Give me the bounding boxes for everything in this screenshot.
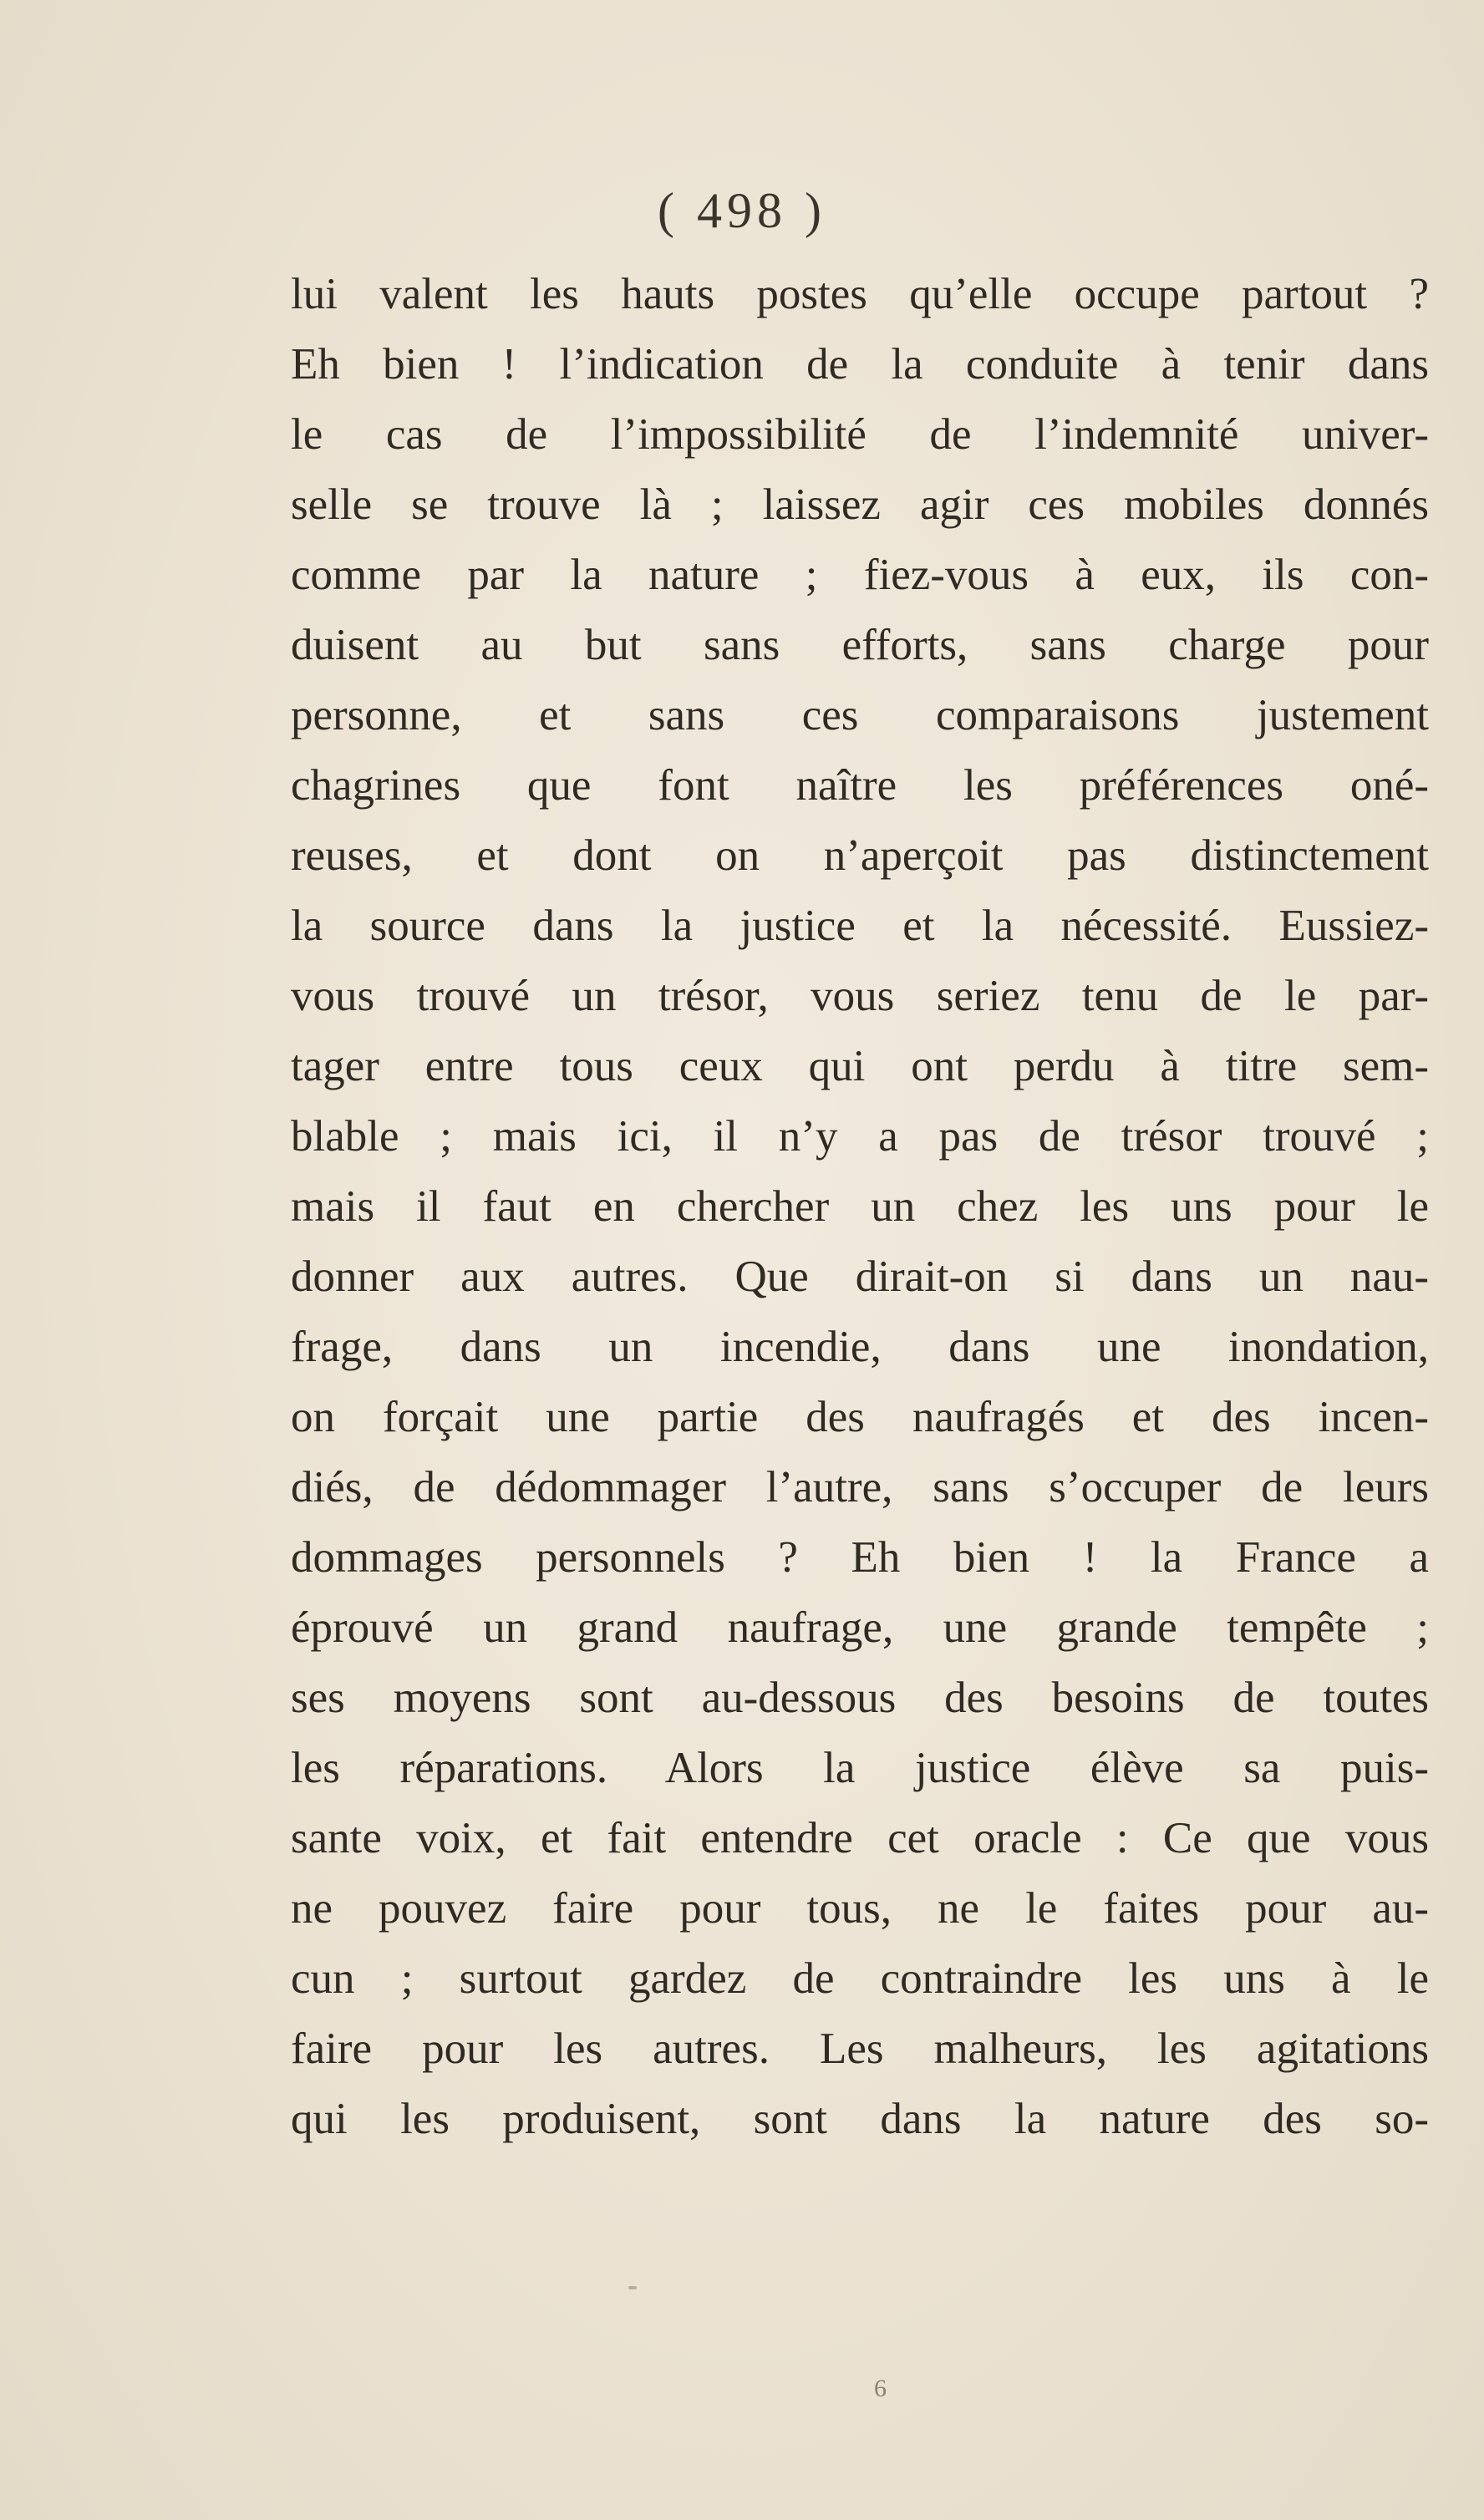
text-line: les réparations. Alors la justice élève sa puis- xyxy=(291,1744,1429,1792)
text-line: selle se trouve là ; laissez agir ces mobiles donnés xyxy=(291,480,1429,529)
text-line: qui les produisent, sont dans la nature des so- xyxy=(291,2095,1429,2143)
text-line: comme par la nature ; fiez-vous à eux, ils con- xyxy=(291,551,1429,599)
text-line: on forçait une partie des naufragés et des incen- xyxy=(291,1393,1429,1441)
text-line: duisent au but sans efforts, sans charge pour xyxy=(291,621,1429,669)
text-line: diés, de dédommager l’autre, sans s’occuper de leurs xyxy=(291,1463,1429,1511)
body-text xyxy=(291,259,1429,2154)
text-line: ses moyens sont au-dessous des besoins de toutes xyxy=(291,1674,1429,1722)
text-line: personne, et sans ces comparaisons justement xyxy=(291,691,1429,739)
text-line: reuses, et dont on n’aperçoit pas distinctement xyxy=(291,831,1429,880)
text-line: sante voix, et fait entendre cet oracle : Ce que vous xyxy=(291,1814,1429,1862)
text-line: tager entre tous ceux qui ont perdu à titre sem- xyxy=(291,1042,1429,1090)
signature-mark: 6 xyxy=(874,2375,887,2402)
text-line: vous trouvé un trésor, vous seriez tenu de le par- xyxy=(291,972,1429,1020)
text-line: faire pour les autres. Les malheurs, les agitations xyxy=(291,2025,1429,2073)
page-number: ( 498 ) xyxy=(658,183,826,238)
text-line: cun ; surtout gardez de contraindre les uns à le xyxy=(291,1954,1429,2003)
text-line: frage, dans un incendie, dans une inondation, xyxy=(291,1323,1429,1371)
text-line: ne pouvez faire pour tous, ne le faites pour au- xyxy=(291,1884,1429,1933)
text-line: lui valent les hauts postes qu’elle occupe partout ? xyxy=(291,270,1429,318)
text-line: le cas de l’impossibilité de l’indemnité univer- xyxy=(291,410,1429,459)
paper-speck xyxy=(628,2286,637,2289)
text-line: blable ; mais ici, il n’y a pas de trésor trouvé ; xyxy=(291,1112,1429,1161)
text-line: chagrines que font naître les préférences oné- xyxy=(291,761,1429,810)
text-line: donner aux autres. Que dirait-on si dans un nau- xyxy=(291,1252,1429,1301)
text-line: dommages personnels ? Eh bien ! la France a xyxy=(291,1533,1429,1582)
text-line: éprouvé un grand naufrage, une grande tempête ; xyxy=(291,1603,1429,1652)
text-line: Eh bien ! l’indication de la conduite à tenir dans xyxy=(291,340,1429,389)
text-line: la source dans la justice et la nécessité. Eussiez- xyxy=(291,902,1429,950)
text-line: mais il faut en chercher un chez les uns pour le xyxy=(291,1182,1429,1231)
